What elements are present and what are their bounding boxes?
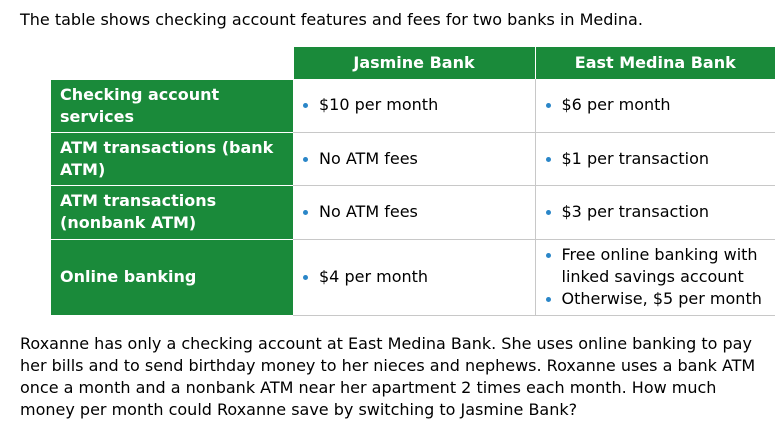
cell-jasmine-online-banking bbox=[293, 239, 535, 315]
bank-fees-table bbox=[51, 47, 775, 316]
cell-east-checking bbox=[535, 79, 775, 132]
list-item: No ATM fees bbox=[302, 148, 535, 170]
list-item: Free online banking with linked savings account bbox=[545, 244, 775, 288]
table-row bbox=[51, 239, 775, 315]
list-item: $6 per month bbox=[545, 94, 775, 116]
list-item: Otherwise, $5 per month bbox=[545, 288, 775, 310]
table-corner-cell bbox=[51, 47, 293, 79]
list-item: No ATM fees bbox=[302, 201, 535, 223]
list-item: $1 per transaction bbox=[545, 148, 775, 170]
column-header-jasmine-bank: Jasmine Bank bbox=[293, 47, 535, 79]
table-row bbox=[51, 79, 775, 132]
row-label-checking-services: Checking account services bbox=[51, 79, 293, 132]
cell-jasmine-checking bbox=[293, 79, 535, 132]
cell-east-bank-atm bbox=[535, 132, 775, 185]
list-item: $3 per transaction bbox=[545, 201, 775, 223]
cell-jasmine-bank-atm bbox=[293, 132, 535, 185]
table-header-row bbox=[51, 47, 775, 79]
cell-jasmine-nonbank-atm bbox=[293, 185, 535, 239]
table-row bbox=[51, 185, 775, 239]
cell-east-online-banking bbox=[535, 239, 775, 315]
intro-text: The table shows checking account features and fees for two banks in Medina. bbox=[20, 10, 643, 29]
list-item: $4 per month bbox=[302, 266, 535, 288]
column-header-east-medina-bank: East Medina Bank bbox=[535, 47, 775, 79]
list-item: $10 per month bbox=[302, 94, 535, 116]
cell-east-nonbank-atm bbox=[535, 185, 775, 239]
row-label-nonbank-atm: ATM transactions (nonbank ATM) bbox=[51, 185, 293, 239]
table-row bbox=[51, 132, 775, 185]
row-label-online-banking: Online banking bbox=[51, 239, 293, 315]
question-text: Roxanne has only a checking account at East Medina Bank. She uses online banking to pay her bills and to send birthday money to her nieces and nephews. Roxanne uses a bank ATM once a month and a nonbank ATM near her apartment 2 times each month. How much money per month could Roxanne save by switching to Jasmine Bank? bbox=[20, 334, 756, 419]
row-label-bank-atm: ATM transactions (bank ATM) bbox=[51, 132, 293, 185]
